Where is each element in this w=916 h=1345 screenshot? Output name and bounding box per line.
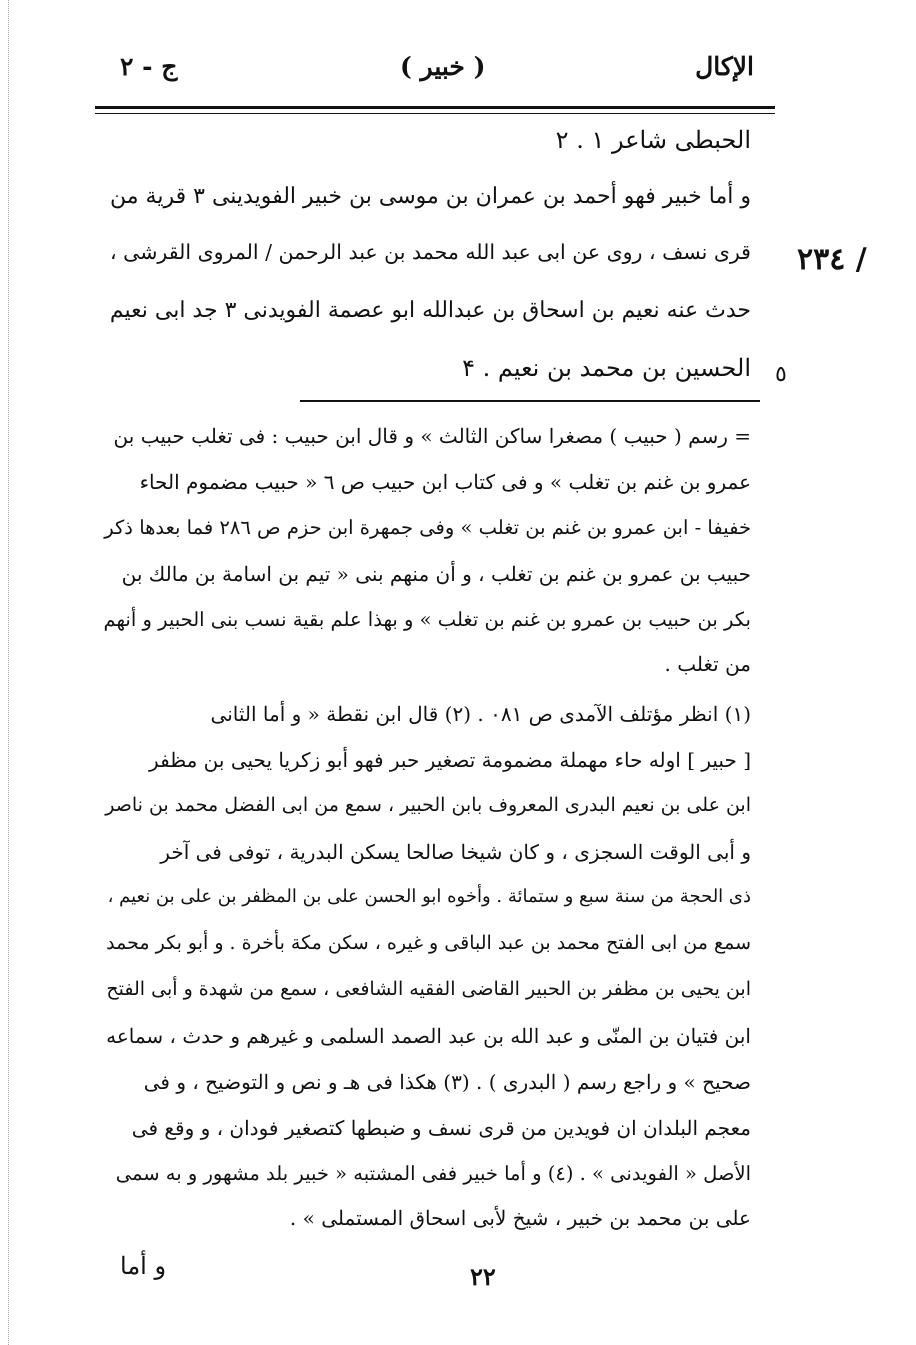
footnote-line: (۱) انظر مؤتلف الآمدى ص ۰۸۱ . (۲) قال ابن نقطة « و أما الثانى xyxy=(210,702,751,726)
line-number: ٥ xyxy=(775,362,787,387)
main-text-line: حدث عنه نعيم بن اسحاق بن عبدالله ابو عصمة الفويدنى ۳ جد ابى نعيم xyxy=(109,298,751,323)
footnote-line: ابن فتيان بن المنّى و عبد الله بن عبد الصمد السلمى و غيرهم و حدث ، سماعه xyxy=(106,1024,751,1048)
footnote-line: بكر بن حبيب بن عمرو بن غنم بن تغلب » و بهذا علم بقية نسب بنى الحبير و أنهم xyxy=(103,608,751,631)
footnote-line: ابن على بن نعيم البدرى المعروف بابن الحبير ، سمع من ابى الفضل محمد بن ناصر xyxy=(105,794,751,816)
footnote-line: ذى الحجة من سنة سبع و ستمائة . وأخوه ابو الحسن على بن المظفر بن على بن نعيم ، xyxy=(107,886,751,907)
running-title: الإكال xyxy=(695,52,754,81)
scan-edge-dots xyxy=(8,0,10,1345)
footnote-line: = رسم ( حبيب ) مصغرا ساكن الثالث » و قال ابن حبيب : فى تغلب حبيب بن xyxy=(113,424,751,448)
header-rule-thick xyxy=(95,106,775,109)
footnote-line: [ حبير ] اوله حاء مهملة مضمومة تصغير حبر فهو أبو زكريا يحيى بن مظفر xyxy=(149,748,751,772)
header-rule-thin xyxy=(95,113,775,114)
footnote-line: على بن محمد بن خبير ، شيخ لأبى اسحاق المستملى » . xyxy=(289,1206,751,1230)
footnote-line: معجم البلدان ان فويدين من قرى نسف و ضبطها كتصغير فودان ، و وقع فى xyxy=(131,1116,751,1140)
section-title: ( خبير ) xyxy=(400,52,486,81)
main-text-line: الحبطى شاعر ۱ . ۲ xyxy=(555,126,751,154)
footnote-line: الأصل « الفويدنى » . (٤) و أما خبير ففى المشتبه « خبير بلد مشهور و به سمى xyxy=(115,1162,751,1185)
catchword: و أما xyxy=(120,1252,167,1280)
page-number: ٢٢ xyxy=(470,1262,496,1291)
footnote-line: حبيب بن عمرو بن غنم بن تغلب ، و أن منهم بنى « تيم بن اسامة بن مالك بن xyxy=(121,562,751,586)
footnote-line: ابن يحيى بن مظفر بن الحبير القاضى الفقيه الشافعى ، سمع من شهدة و أبى الفتح xyxy=(106,978,751,1000)
footnote-line: سمع من ابى الفتح محمد بن عبد الباقى و غيره ، سكن مكة بأخرة . و أبو بكر محمد xyxy=(106,932,751,954)
footnote-line: خفيفا - ابن عمرو بن غنم بن تغلب » وفى جمهرة ابن حزم ص ٢٨٦ فما بعدها ذكر xyxy=(104,516,751,539)
main-text-line: قرى نسف ، روى عن ابى عبد الله محمد بن عبد الرحمن / المروى القرشى ، xyxy=(110,240,751,264)
footnote-line: عمرو بن غنم بن تغلب » و فى كتاب ابن حبيب ص ٦ « حبيب مضموم الحاء xyxy=(139,470,751,494)
volume-label: ج - ٢ xyxy=(120,52,178,81)
manuscript-page-ref: ٢٣٤ / xyxy=(797,242,867,277)
footnote-line: و أبى الوقت السجزى ، و كان شيخا صالحا يسكن البدرية ، توفى فى آخر xyxy=(160,840,751,864)
footnote-separator xyxy=(300,400,760,402)
main-text-line: و أما خبير فهو أحمد بن عمران بن موسى بن خبير الفويدينى ۳ قرية من xyxy=(110,184,751,209)
main-text-line: الحسين بن محمد بن نعيم . ۴ xyxy=(462,354,751,382)
footnote-line: من تغلب . xyxy=(664,652,751,676)
footnote-line: صحيح » و راجع رسم ( البدرى ) . (۳) هكذا فى هـ و نص و التوضيح ، و فى xyxy=(143,1070,751,1094)
